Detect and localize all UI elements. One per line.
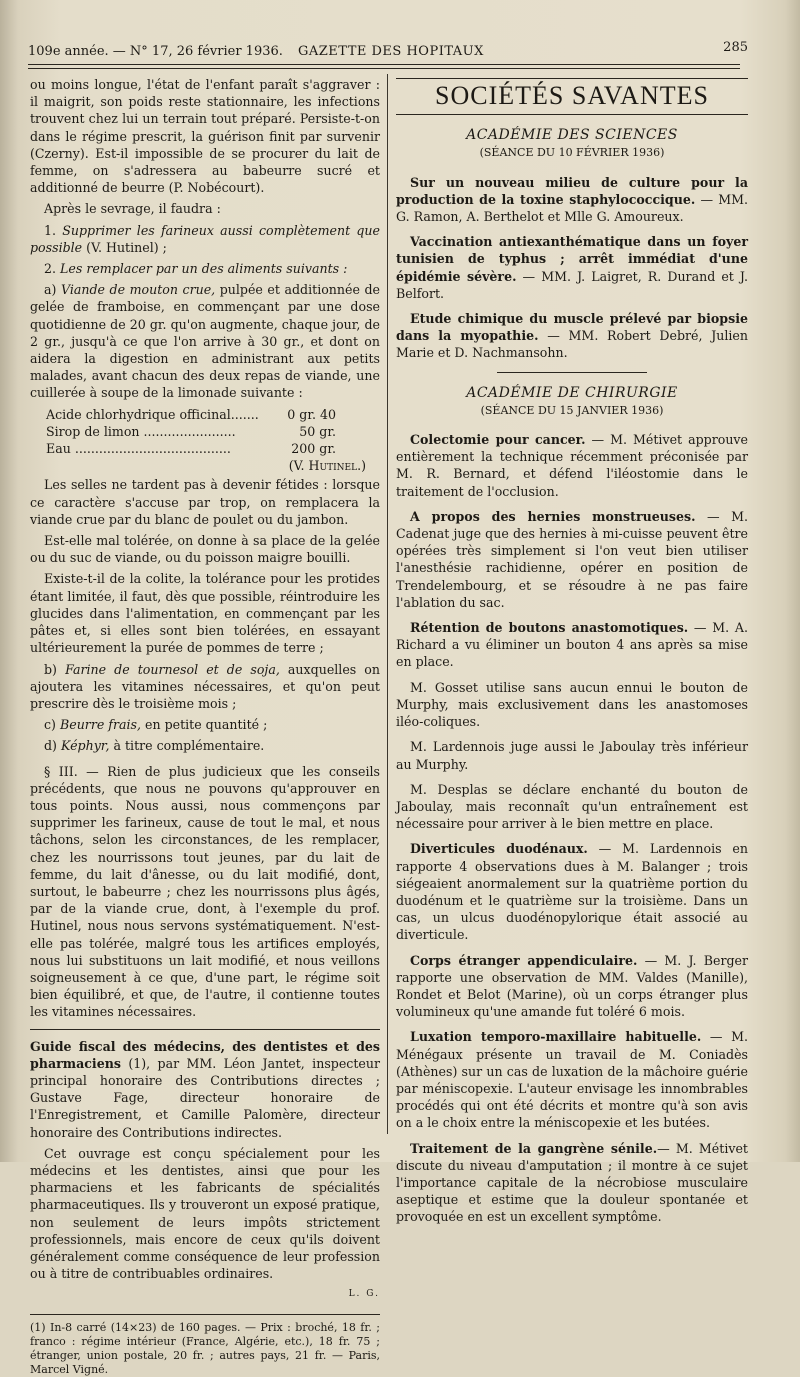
book-title: Guide fiscal des médecins, des dentistes et des pharmaciens xyxy=(30,1038,380,1071)
entry-text: — M. Cadenat juge que des hernies à mi-cuisse peuvent être opérées très simplement si l'on veut bien utiliser l'anesthésie rachidienne, opérer en position de Trendelembourg, et se résoudre à ne pas faire l'ablation du sac. xyxy=(396,508,749,610)
right-column xyxy=(396,76,748,1234)
ingredient: Sirop de limon ....................... xyxy=(46,423,236,439)
entry-text: — M. J. Berger rapporte une observation de MM. Valdes (Manille), Rondet et Belot (Marine), où un corps étranger plus volumineux qu'une amande fut toléré 6 mois. xyxy=(396,952,748,1020)
list-label: c) xyxy=(44,717,56,733)
list-label: d) xyxy=(44,738,57,754)
list-number: 1. xyxy=(44,222,57,238)
entry xyxy=(396,952,748,1021)
entry-title: Vaccination antiexanthématique dans un foyer tunisien de typhus ; arrêt immédiat d'une épidémie sévère. xyxy=(396,234,748,284)
entry-text: — M. Métivet approuve entièrement la technique récemment préconisée par M. R. Bernard, et défend l'iléostomie dans le traitement de l'occlusion. xyxy=(396,432,749,499)
emphasis: Képhyr, xyxy=(61,738,110,754)
left-column xyxy=(30,76,380,1377)
academy-title: ACADÉMIE DE CHIRURGIE xyxy=(466,384,678,401)
emphasis: Viande de mouton crue, xyxy=(60,282,216,298)
emphasis: Beurre frais, xyxy=(59,717,141,733)
separator-rule xyxy=(497,372,647,373)
text: à titre complémentaire. xyxy=(113,738,265,754)
entry xyxy=(396,310,748,362)
entry xyxy=(396,781,748,833)
entry-text: M. Desplas se déclare enchanté du bouton de Jaboulay, mais reconnaît qu'un entraînement est nécessaire pour arriver à le bien mettre en place. xyxy=(396,781,748,832)
list-item xyxy=(30,222,380,256)
emphasis: Supprimer les farineux aussi complètement que possible xyxy=(30,222,380,255)
emphasis: Farine de tournesol et de soja, xyxy=(65,661,280,677)
list-item xyxy=(30,260,380,277)
entry-text: — M. Ménégaux présente un travail de M. Coniadès (Athènes) sur un cas de luxation de la mâchoire guérie par méniscopexie. L'auteur envisage les innombrables procédés qui ont été décrits et montre qu'à son avis on a le choix entre la méniscopexie et les butées. xyxy=(396,1029,748,1131)
text: pulpée et additionnée de gelée de framboise, en commençant par une dose quotidienne de 20 gr. qu'on augmente, chaque jour, de 2 gr., jusqu'à ce que l'on arrive à 30 gr., et dont on aidera la digestion en administrant aux petits malades, avant chacun des deux repas de viande, une cuillerée à soupe de la limonade suivante : xyxy=(30,282,380,401)
text: auxquelles on ajoutera les vitamines nécessaires, et qu'on peut prescrire dès le troisième mois ; xyxy=(30,661,381,711)
entry-title: Traitement de la gangrène sénile. xyxy=(410,1140,658,1156)
entry-title: Sur un nouveau milieu de culture pour la production de la toxine staphylococcique. xyxy=(396,174,748,207)
page-number: 285 xyxy=(723,40,748,55)
list-label: a) xyxy=(44,282,57,298)
ingredient: Eau ....................................... xyxy=(46,441,231,457)
recipe-line xyxy=(46,423,336,440)
page-header xyxy=(28,40,748,64)
entry xyxy=(396,840,748,943)
quantity: 0 gr. 40 xyxy=(287,406,336,422)
entry-title: Corps étranger appendiculaire. xyxy=(410,952,638,968)
entry xyxy=(396,1028,748,1131)
list-item xyxy=(30,281,380,401)
entry xyxy=(396,1140,748,1226)
header-rule-thin xyxy=(28,68,740,69)
section-rule xyxy=(396,78,748,79)
entry-title: Etude chimique du muscle prélevé par biopsie dans la myopathie. xyxy=(396,311,748,344)
book-byline: (1), par MM. Léon Jantet, inspecteur principal honoraire des Contributions directes ; Gustave Fage, directeur honoraire de l'Enregistrement, et Camille Palomère, directeur honoraire des Contributions indirectes. xyxy=(30,1055,380,1140)
recipe xyxy=(46,406,380,475)
entry xyxy=(396,174,748,226)
recipe-attribution: (V. Hutinel.) xyxy=(288,458,366,474)
entry-title: Luxation temporo-maxillaire habituelle. xyxy=(410,1029,702,1045)
entry xyxy=(396,233,748,302)
entry-title: A propos des hernies monstrueuses. xyxy=(410,508,696,524)
section-rule xyxy=(30,1029,380,1030)
list-label: b) xyxy=(44,661,57,677)
entry xyxy=(396,508,748,611)
entry xyxy=(396,619,748,671)
issue-info: 109e année. — N° 17, 26 février 1936. xyxy=(28,44,283,59)
review-signature: L. G. xyxy=(348,1289,380,1300)
paragraph: Cet ouvrage est conçu spécialement pour les médecins et les dentistes, ainsi que pour les pharmaciens et les fabricants de spécialités pharmaceutiques. Ils y trouveront un exposé pratique, non seulement de leurs impôts strictement professionnels, mais encore de ceux qu'ils doivent généralement comme conséquence de leur profession ou à titre de contribuables ordinaires. xyxy=(30,1145,380,1282)
entry-title: Colectomie pour cancer. xyxy=(410,432,586,448)
text: en petite quantité ; xyxy=(145,717,268,733)
book-review xyxy=(30,1038,380,1141)
entry xyxy=(396,738,748,772)
list-number: 2. xyxy=(44,261,57,277)
entry-title: Rétention de boutons anastomotiques. xyxy=(410,620,689,636)
paragraph: ou moins longue, l'état de l'enfant paraît s'aggraver : il maigrit, son poids reste stationnaire, les infections trouvent chez lui un terrain tout préparé. Persiste-t-on dans le régime prescrit, la guérison finit par survenir (Czerny). Est-il impossible de se procurer du lait de femme, on s'adressera au babeurre sucré et additionné de beurre (P. Nobécourt). xyxy=(30,77,380,196)
entry-text: — MM. G. Ramon, A. Berthelot et Mlle G. Amoureux. xyxy=(396,191,748,225)
entry-text: — M. Lardennois en rapporte 4 observations dues à M. Balanger ; trois siégeaient anormalement sur la quatrième portion du duodénum et le quatrième sur la troisième. Dans un cas, un ulcus duodénopylorique était associé au diverticule. xyxy=(396,841,748,943)
journal-name: GAZETTE DES HOPITAUX xyxy=(298,44,484,59)
entry-title: Diverticules duodénaux. xyxy=(410,841,588,857)
entry-text: M. Lardennois juge aussi le Jaboulay très inférieur au Murphy. xyxy=(396,739,748,772)
text: (V. Hutinel) ; xyxy=(86,239,167,255)
ingredient: Acide chlorhydrique officinal....... xyxy=(46,406,259,422)
list-item xyxy=(30,661,380,713)
list-item xyxy=(30,737,380,754)
section-title: SOCIÉTÉS SAVANTES xyxy=(435,81,709,110)
quantity: 50 gr. xyxy=(299,423,336,439)
session-date: (SÉANCE DU 15 JANVIER 1936) xyxy=(480,403,664,417)
header-rule xyxy=(28,64,740,65)
entry-text: — M. Métivet discute du niveau d'amputation ; il montre à ce sujet l'importance capitale de la nécrobiose musculaire aseptique et estime que la douleur spontanée et provoquée en est un excellent symptôme. xyxy=(396,1140,748,1225)
entry xyxy=(396,431,748,500)
paragraph: Est-elle mal tolérée, on donne à sa place de la gelée ou du suc de viande, ou du poisson maigre bouilli. xyxy=(30,533,380,566)
paragraph: Après le sevrage, il faudra : xyxy=(44,201,221,217)
entry-text: — MM. Robert Debré, Julien Marie et D. Nachmansohn. xyxy=(396,328,748,361)
paragraph: Existe-t-il de la colite, la tolérance pour les protides étant limitée, il faut, dès que possible, réintroduire les glucides dans l'alimentation, en commençant par les pâtes et, si elles sont bien tolérées, en essayant ultérieurement la purée de pommes de terre ; xyxy=(30,571,380,656)
paragraph: Les selles ne tardent pas à devenir fétides : lorsque ce caractère s'accuse par trop, on remplacera la viande crue par du blanc de poulet ou du jambon. xyxy=(30,477,380,527)
recipe-line xyxy=(46,440,336,457)
footnote: (1) In-8 carré (14×23) de 160 pages. — Prix : broché, 18 fr. ; franco : régime intérieur (France, Algérie, etc.), 18 fr. 75 ; étranger, union postale, 20 fr. ; autres pays, 21 fr. — Paris, Marcel Vigné. xyxy=(30,1314,380,1377)
academy-title: ACADÉMIE DES SCIENCES xyxy=(466,127,678,144)
session-date: (SÉANCE DU 10 FÉVRIER 1936) xyxy=(479,146,665,160)
entry-text: M. Gosset utilise sans aucun ennui le bouton de Murphy, mais exclusivement dans les anastomoses iléo-coliques. xyxy=(396,679,748,730)
column-divider xyxy=(387,74,388,1134)
section-rule xyxy=(396,114,748,115)
entry-text: — MM. J. Laigret, R. Durand et J. Belfort. xyxy=(396,268,748,301)
list-item xyxy=(30,716,380,733)
paragraph: § III. — Rien de plus judicieux que les conseils précédents, que nous ne pouvons qu'approuver en tous points. Nous aussi, nous commençons par supprimer les farineux, cause de tout le mal, et nous tâchons, selon les circonstances, de les remplacer, chez les nourrissons tout jeunes, par du lait de femme, du lait d'ânesse, ou du lait modifié, dont, surtout, le babeurre ; chez les nourrissons plus âgés, par de la viande crue, dont, à l'exemple du prof. Hutinel, nous nous servons systématiquement. N'est-elle pas tolérée, malgré tous les artifices employés, nous lui substituons un lait modifié, et nous veillons soigneusement à ce que, d'une part, le régime soit bien équilibré, et que, de l'autre, il contienne toutes les vitamines nécessaires. xyxy=(30,763,380,1020)
recipe-line xyxy=(46,406,336,423)
emphasis: Les remplacer par un des aliments suivants : xyxy=(60,261,348,277)
entry-text: — M. A. Richard a vu éliminer un bouton 4 ans après sa mise en place. xyxy=(396,620,748,670)
quantity: 200 gr. xyxy=(291,441,336,457)
entry xyxy=(396,679,748,731)
